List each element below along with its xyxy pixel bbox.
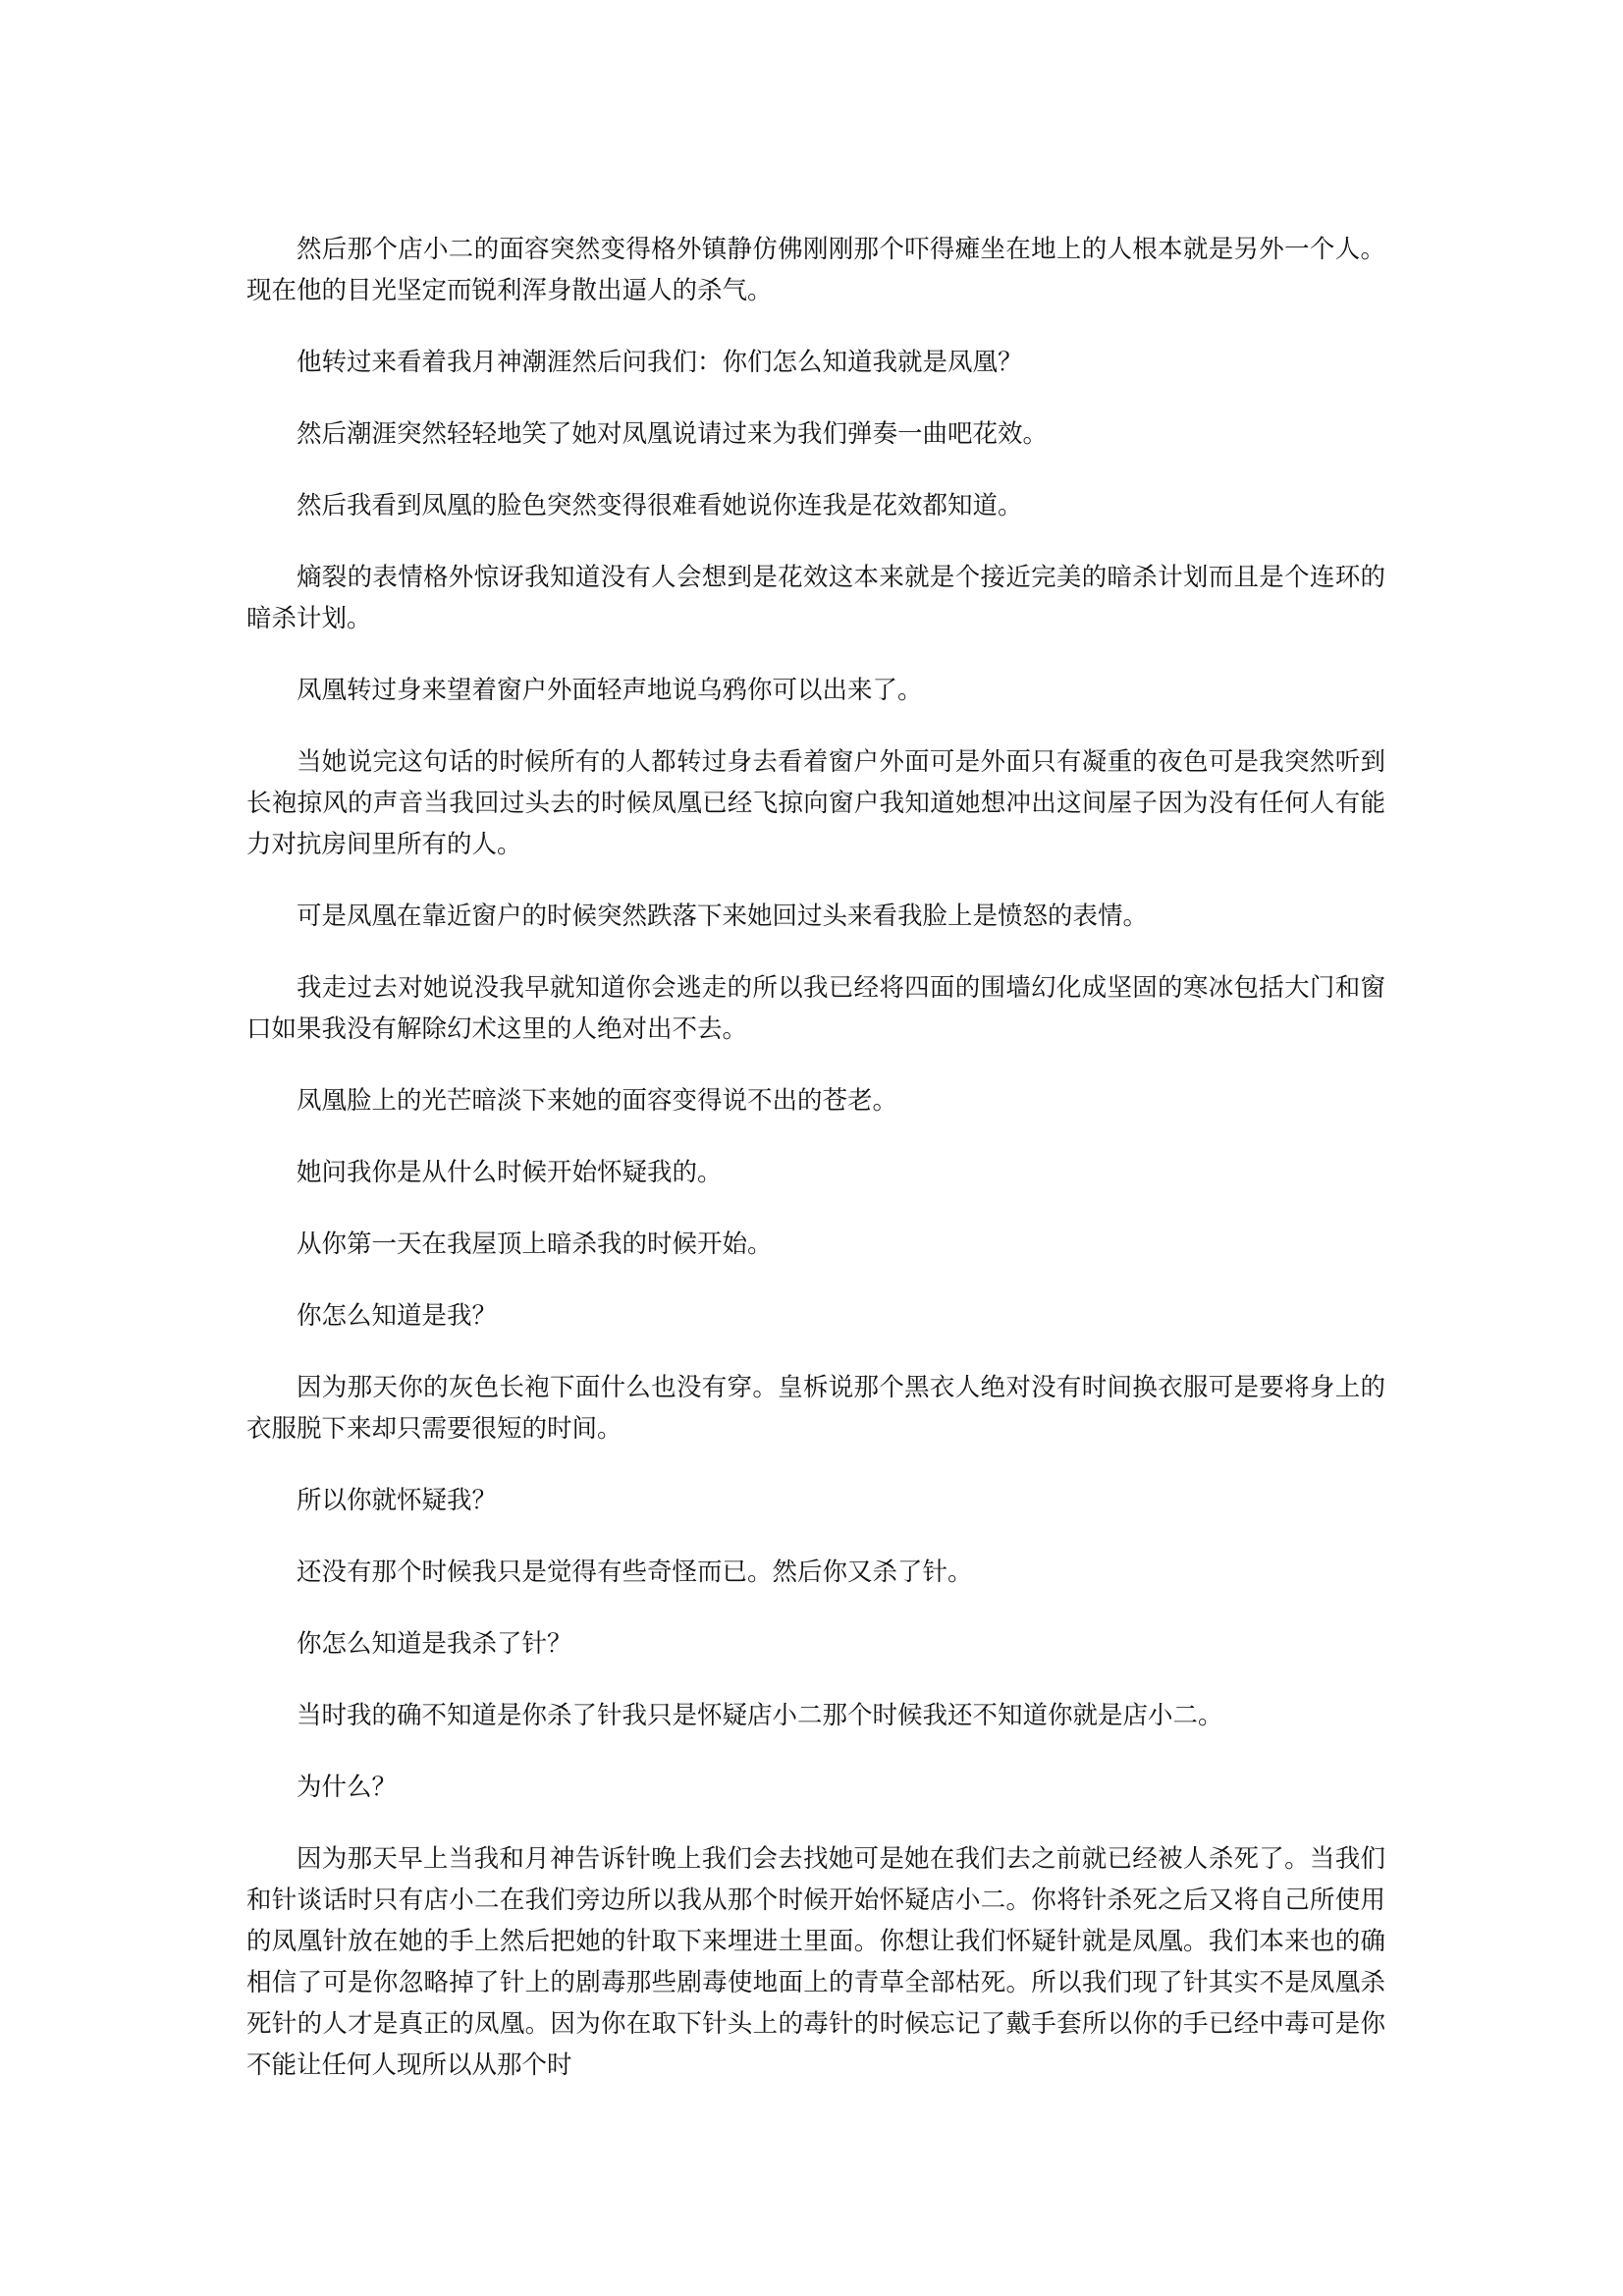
paragraph: 我走过去对她说没我早就知道你会逃走的所以我已经将四面的围墙幻化成坚固的寒冰包括大门和窗口如果我没有解除幻术这里的人绝对出不去。	[246, 973, 1385, 1044]
paragraph: 然后潮涯突然轻轻地笑了她对凤凰说请过来为我们弹奏一曲吧花效。	[297, 419, 1049, 449]
paragraph: 凤凰转过身来望着窗户外面轻声地说乌鸦你可以出来了。	[297, 676, 923, 705]
paragraph: 因为那天早上当我和月神告诉针晚上我们会去找她可是她在我们去之前就已经被人杀死了。当我们和针谈话时只有店小二在我们旁边所以我从那个时候开始怀疑店小二。你将针杀死之后又将自己所使用的凤凰针放在她的手上然后把她的针取下来埋进土里面。你想让我们怀疑针就是凤凰。我们本来也的确相信了可是你忽略掉了针上的剧毒那些剧毒使地面上的青草全部枯死。所以我们现了针其实不是凤凰杀死针的人才是真正的凤凰。因为你在取下针头上的毒针的时候忘记了戴手套所以你的手已经中毒可是你不能让任何人现所以从那个时	[246, 1844, 1385, 2080]
paragraph: 因为那天你的灰色长袍下面什么也没有穿。皇柝说那个黑衣人绝对没有时间换衣服可是要将身上的衣服脱下来却只需要很短的时间。	[246, 1373, 1385, 1444]
paragraph: 凤凰脸上的光芒暗淡下来她的面容变得说不出的苍老。	[297, 1086, 898, 1116]
paragraph: 可是凤凰在靠近窗户的时候突然跌落下来她回过头来看我脸上是愤怒的表情。	[297, 902, 1149, 931]
paragraph: 当她说完这句话的时候所有的人都转过身去看着窗户外面可是外面只有凝重的夜色可是我突然听到长袍掠风的声音当我回过头去的时候凤凰已经飞掠向窗户我知道她想冲出这间屋子因为没有任何人有能力对抗房间里所有的人。	[246, 747, 1385, 859]
paragraph: 所以你就怀疑我？	[297, 1486, 498, 1515]
paragraph: 熵裂的表情格外惊讶我知道没有人会想到是花效这本来就是个接近完美的暗杀计划而且是个连环的暗杀计划。	[246, 563, 1385, 633]
paragraph: 他转过来看着我月神潮涯然后问我们：你们怎么知道我就是凤凰？	[297, 348, 1023, 377]
paragraph: 她问我你是从什么时候开始怀疑我的。	[297, 1158, 723, 1187]
paragraph: 然后那个店小二的面容突然变得格外镇静仿佛刚刚那个吓得瘫坐在地上的人根本就是另外一个人。现在他的目光坚定而锐利浑身散出逼人的杀气。	[246, 235, 1385, 305]
body-text	[246, 229, 1385, 2116]
paragraph: 为什么？	[297, 1773, 398, 1802]
paragraph: 从你第一天在我屋顶上暗杀我的时候开始。	[297, 1230, 773, 1259]
paragraph: 然后我看到凤凰的脸色突然变得很难看她说你连我是花效都知道。	[297, 491, 1023, 520]
paragraph: 你怎么知道是我？	[297, 1301, 498, 1331]
paragraph: 还没有那个时候我只是觉得有些奇怪而已。然后你又杀了针。	[297, 1558, 973, 1587]
paragraph: 你怎么知道是我杀了针？	[297, 1629, 572, 1659]
paragraph: 当时我的确不知道是你杀了针我只是怀疑店小二那个时候我还不知道你就是店小二。	[297, 1701, 1223, 1730]
